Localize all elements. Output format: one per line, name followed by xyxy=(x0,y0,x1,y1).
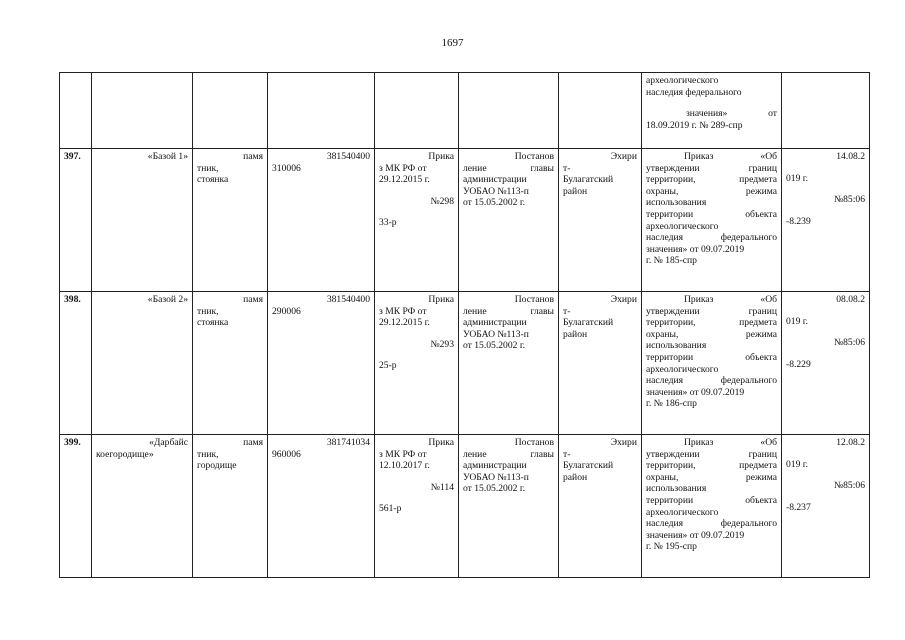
boundaries-line: наследия федерального xyxy=(646,232,777,244)
continuation-line xyxy=(646,108,777,120)
cell-name xyxy=(92,73,193,149)
code-line: 290006 xyxy=(272,305,301,317)
code-line: 381741034 xyxy=(326,437,370,448)
continuation-line: наследия федерального xyxy=(646,86,742,98)
boundaries-line: г. № 185-спр xyxy=(646,255,697,267)
code-line: 381540400 xyxy=(326,151,370,162)
order-line: з МК РФ от xyxy=(379,305,427,317)
registration-line: -8.239 xyxy=(786,215,811,227)
registration-info xyxy=(782,292,870,435)
resolution-line: администрации xyxy=(463,460,527,472)
resolution-line: Постанов xyxy=(514,151,554,162)
boundaries-order xyxy=(642,292,782,435)
boundaries-line: утверждении границ xyxy=(646,162,777,174)
order-reference xyxy=(375,435,459,578)
boundaries-line: использования xyxy=(646,483,707,495)
name-line: «Дарбайс xyxy=(149,437,188,448)
registration-line: №85:06 xyxy=(833,480,865,492)
order-line: 12.10.2017 г. xyxy=(379,460,430,472)
order-line: Прика xyxy=(428,437,454,448)
boundaries-line: археологического xyxy=(646,506,719,518)
location-line: Булагатский xyxy=(563,317,614,329)
registration-line: -8.237 xyxy=(786,501,811,513)
table-row xyxy=(60,149,870,292)
order-line: 25-р xyxy=(379,360,397,372)
boundaries-line: утверждении границ xyxy=(646,448,777,460)
boundaries-line: г. № 195-спр xyxy=(646,541,697,553)
boundaries-line: охраны, режима xyxy=(646,185,777,197)
registration-info xyxy=(782,149,870,292)
registry-code xyxy=(268,292,375,435)
cell-location xyxy=(559,73,642,149)
type-line: городище xyxy=(197,460,237,472)
boundaries-line: Приказ «Об xyxy=(684,294,777,305)
boundaries-line: использования xyxy=(646,197,707,209)
resolution-reference xyxy=(459,435,559,578)
boundaries-line: наследия федерального xyxy=(646,375,777,387)
row-number: 397. xyxy=(60,149,92,292)
registration-line: 12.08.2 xyxy=(836,437,865,448)
registry-code xyxy=(268,149,375,292)
cell-order xyxy=(375,73,459,149)
registration-info xyxy=(782,435,870,578)
location-line: район xyxy=(563,328,588,340)
boundaries-line: утверждении границ xyxy=(646,305,777,317)
resolution-line: администрации xyxy=(463,317,527,329)
type-line: памя xyxy=(243,151,263,162)
boundaries-line: Приказ «Об xyxy=(684,437,777,448)
continuation-line: археологического xyxy=(646,75,719,86)
registration-line: 019 г. xyxy=(786,315,809,327)
location-line: Эхири xyxy=(610,294,637,305)
location-line: т- xyxy=(563,305,571,317)
cell-number xyxy=(60,73,92,149)
order-line: з МК РФ от xyxy=(379,162,427,174)
registration-line: 019 г. xyxy=(786,172,809,184)
order-line: Прика xyxy=(428,294,454,305)
order-reference xyxy=(375,292,459,435)
registration-line: №85:06 xyxy=(833,194,865,206)
order-line: №114 xyxy=(430,481,454,493)
resolution-line: ление главы xyxy=(463,448,554,460)
page-number: 1697 xyxy=(441,37,464,49)
boundaries-line: территории объекта xyxy=(646,208,777,220)
type-line: стоянка xyxy=(197,317,229,329)
object-type xyxy=(193,149,268,292)
continuation-line: 18.09.2019 г. № 289-спр xyxy=(646,119,743,131)
resolution-line: от 15.05.2002 г. xyxy=(463,197,526,209)
registration-line: 019 г. xyxy=(786,458,809,470)
resolution-line: УОБАО №113-п xyxy=(463,471,529,483)
code-line: 381540400 xyxy=(326,294,370,305)
boundaries-order xyxy=(642,149,782,292)
row-number: 398. xyxy=(60,292,92,435)
order-line: 29.12.2015 г. xyxy=(379,317,430,329)
table-row xyxy=(60,435,870,578)
resolution-reference xyxy=(459,149,559,292)
boundaries-line: значения» от 09.07.2019 xyxy=(646,529,745,541)
registration-line: -8.229 xyxy=(786,358,811,370)
resolution-reference xyxy=(459,292,559,435)
cell-type xyxy=(193,73,268,149)
boundaries-line: г. № 186-спр xyxy=(646,398,697,410)
boundaries-line: территории объекта xyxy=(646,494,777,506)
boundaries-line: территории, предмета xyxy=(646,317,777,329)
location xyxy=(559,292,642,435)
order-line: №298 xyxy=(430,195,454,207)
type-line: памя xyxy=(243,437,263,448)
location-line: Эхири xyxy=(610,437,637,448)
location-line: Булагатский xyxy=(563,174,614,186)
row-number: 399. xyxy=(60,435,92,578)
order-line: 29.12.2015 г. xyxy=(379,174,430,186)
boundaries-line: охраны, режима xyxy=(646,471,777,483)
cell-code xyxy=(268,73,375,149)
heritage-registry-table xyxy=(59,72,870,578)
resolution-line: ление главы xyxy=(463,305,554,317)
type-line: памя xyxy=(243,294,263,305)
type-line: тник, xyxy=(197,305,219,317)
object-name xyxy=(92,435,193,578)
boundaries-line: археологического xyxy=(646,363,719,375)
boundaries-line: значения» от 09.07.2019 xyxy=(646,243,745,255)
boundaries-line: территории, предмета xyxy=(646,174,777,186)
order-reference xyxy=(375,149,459,292)
boundaries-line: территории, предмета xyxy=(646,460,777,472)
registry-code xyxy=(268,435,375,578)
location-line: т- xyxy=(563,162,571,174)
object-name xyxy=(92,149,193,292)
cell-resolution xyxy=(459,73,559,149)
location xyxy=(559,149,642,292)
boundaries-line: охраны, режима xyxy=(646,328,777,340)
order-line: №293 xyxy=(430,338,454,350)
name-line: коегородище» xyxy=(96,448,154,460)
name-line: «Базой 1» xyxy=(147,151,188,162)
object-name xyxy=(92,292,193,435)
name-line: «Базой 2» xyxy=(147,294,188,305)
resolution-line: Постанов xyxy=(514,294,554,305)
cell-boundaries xyxy=(642,73,782,149)
order-line: з МК РФ от xyxy=(379,448,427,460)
resolution-line: УОБАО №113-п xyxy=(463,328,529,340)
registration-line: №85:06 xyxy=(833,337,865,349)
continuation-row xyxy=(60,73,870,149)
location-line: Эхири xyxy=(610,151,637,162)
boundaries-line: Приказ «Об xyxy=(684,151,777,162)
registration-line: 14.08.2 xyxy=(836,151,865,162)
type-line: тник, xyxy=(197,162,219,174)
resolution-line: УОБАО №113-п xyxy=(463,185,529,197)
object-type xyxy=(193,292,268,435)
resolution-line: от 15.05.2002 г. xyxy=(463,483,526,495)
table-row xyxy=(60,292,870,435)
order-line: 561-р xyxy=(379,503,402,515)
location-line: Булагатский xyxy=(563,460,614,472)
continuation-text: значения» xyxy=(686,108,728,120)
resolution-line: ление главы xyxy=(463,162,554,174)
location-line: район xyxy=(563,185,588,197)
boundaries-line: использования xyxy=(646,340,707,352)
boundaries-line: территории объекта xyxy=(646,351,777,363)
order-line: Прика xyxy=(428,151,454,162)
registration-line: 08.08.2 xyxy=(836,294,865,305)
location xyxy=(559,435,642,578)
resolution-line: Постанов xyxy=(514,437,554,448)
cell-registration xyxy=(782,73,870,149)
boundaries-line: археологического xyxy=(646,220,719,232)
location-line: т- xyxy=(563,448,571,460)
object-type xyxy=(193,435,268,578)
code-line: 310006 xyxy=(272,162,301,174)
type-line: тник, xyxy=(197,448,219,460)
resolution-line: от 15.05.2002 г. xyxy=(463,340,526,352)
order-line: 33-р xyxy=(379,217,397,229)
continuation-text: от xyxy=(768,108,777,120)
code-line: 960006 xyxy=(272,448,301,460)
location-line: район xyxy=(563,471,588,483)
resolution-line: администрации xyxy=(463,174,527,186)
type-line: стоянка xyxy=(197,174,229,186)
boundaries-line: значения» от 09.07.2019 xyxy=(646,386,745,398)
boundaries-order xyxy=(642,435,782,578)
boundaries-line: наследия федерального xyxy=(646,518,777,530)
